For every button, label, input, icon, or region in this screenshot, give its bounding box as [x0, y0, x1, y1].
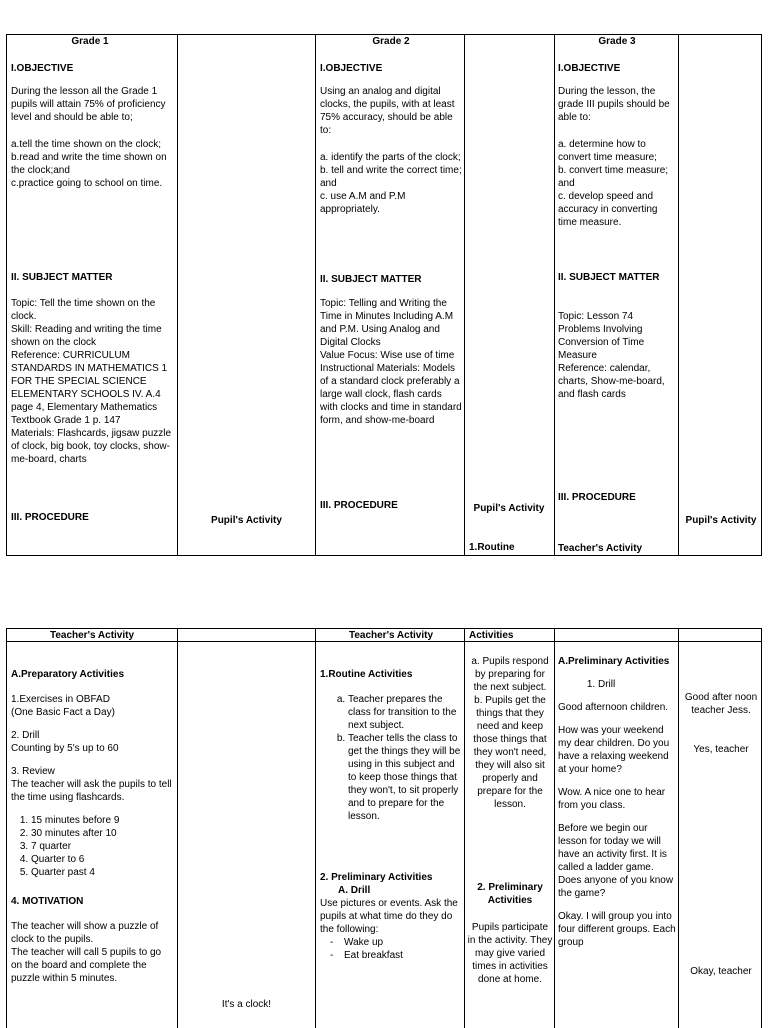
- drill-instructions: Use pictures or events. Ask the pupils at what time do they do the following:: [320, 898, 458, 935]
- column-divider: [678, 629, 679, 1028]
- drill-item: - Eat breakfast: [344, 949, 462, 962]
- column-divider: [315, 35, 316, 555]
- review-item: 2. 30 minutes after 10: [31, 827, 173, 840]
- grade1-subject-text: Topic: Tell the time shown on the clock. Skill: Reading and writing the time shown on the clock Reference: CURRICULUM STANDARDS IN MATHEMATICS 1 FOR THE SPECIAL SCIENCE ELEMENTARY SCHOOLS IV. A.4 page 4, Elementary Mathematics Textbook Grade 1 p. 147 Materials: Flashcards, jigsaw puzzle of clock, big book, toy clocks, show-me-board, charts: [11, 298, 172, 465]
- routine-item: a. Teacher prepares the class for transition to the next subject.: [348, 693, 462, 732]
- grade1-pupil-activity: Pupil's Activity: [211, 515, 282, 526]
- drill-list-g3: [558, 678, 676, 691]
- grade2-objective-intro: Using an analog and digital clocks, the pupils, with at least 75% accuracy, should be able to:: [320, 86, 455, 136]
- teacher-activity-header: Teacher's Activity: [49, 630, 135, 641]
- grade1-objective-items: a.tell the time shown on the clock; b.read and write the time shown on the clock;and c.practice going to school on time.: [11, 139, 167, 189]
- grade2-objective-heading: I.OBJECTIVE: [320, 63, 383, 74]
- grade3-column: [558, 35, 676, 239]
- activities-header: Activities: [469, 630, 514, 641]
- teacher-activity-col3: [320, 629, 462, 962]
- grade3-teacher-activity: Teacher's Activity: [558, 543, 643, 554]
- grade3-subject-heading: II. SUBJECT MATTER: [558, 272, 660, 283]
- greeting-text: Good afternoon children.: [558, 702, 669, 713]
- grade1-column: [11, 35, 169, 200]
- grade3-objective-intro: During the lesson, the grade III pupils should be able to:: [558, 86, 670, 123]
- grade1-procedure-heading: III. PROCEDURE: [11, 512, 89, 523]
- grade3-procedure-heading: III. PROCEDURE: [558, 492, 636, 503]
- column-divider: [554, 35, 555, 555]
- teacher-activity-col1: [11, 629, 173, 985]
- drill-heading: A. Drill: [338, 885, 371, 896]
- column-divider: [554, 629, 555, 1028]
- routine-heading: 1.Routine Activities: [320, 669, 413, 680]
- review-item: 4. Quarter to 6: [31, 853, 173, 866]
- routine-list: [320, 693, 462, 823]
- grade1-subject-heading: II. SUBJECT MATTER: [11, 272, 113, 283]
- grade2-procedure-heading: III. PROCEDURE: [320, 500, 398, 511]
- pupil-answer: It's a clock!: [221, 999, 272, 1010]
- lesson-table-top: [6, 34, 762, 556]
- yes-reply: Yes, teacher: [693, 744, 749, 755]
- prelim-heading-pupil: 2. Preliminary Activities: [477, 882, 543, 906]
- drill-item: - Wake up: [344, 936, 462, 949]
- teacher-activity-col5: [558, 655, 676, 949]
- prelim-heading-g3: A.Preliminary Activities: [558, 656, 670, 667]
- grade2-column: [320, 35, 462, 226]
- column-divider: [464, 629, 465, 1028]
- prelim-heading: 2. Preliminary Activities: [320, 872, 433, 883]
- prelim-response: Pupils participate in the activity. They may give varied times in activities done at home.: [467, 922, 553, 985]
- review-item: 1. 15 minutes before 9: [31, 814, 173, 827]
- wow-text: Wow. A nice one to hear from you class.: [558, 787, 666, 811]
- grade3-header: Grade 3: [598, 36, 636, 47]
- exercises-text: 1.Exercises in OBFAD (One Basic Fact a Day): [11, 694, 115, 718]
- grade2-pupil-activity: Pupil's Activity: [473, 503, 545, 514]
- column-divider: [177, 629, 178, 1028]
- grade3-subject-text: Topic: Lesson 74 Problems Involving Conversion of Time Measure Reference: calendar, charts, Show-me-board, and flash cards: [558, 311, 665, 400]
- okay-reply: Okay, teacher: [690, 966, 752, 977]
- grade2-routine: 1.Routine: [469, 542, 515, 553]
- drill-item-g3: 1. Drill: [598, 678, 676, 691]
- motivation-text: The teacher will show a puzzle of clock to the pupils. The teacher will call 5 pupils to go on the board and complete the puzzle within 5 minutes.: [11, 921, 162, 984]
- grade2-subject-text: Topic: Telling and Writing the Time in Minutes Including A.M and P.M. Using Analog and Digital Clocks Value Focus: Wise use of time Instructional Materials: Models of a standard clock preferably a large wall clock, flash cards with clocks and time in standard form, and show-me-board: [320, 298, 462, 426]
- grade2-subject-heading: II. SUBJECT MATTER: [320, 274, 422, 285]
- before-text: Before we begin our lesson for today we will have an activity first. It is called a ladder game. Does anyone of you know the game?: [558, 823, 674, 899]
- column-divider: [315, 629, 316, 1028]
- drill-text: 2. Drill Counting by 5's up to 60: [11, 730, 119, 754]
- preparatory-heading: A.Preparatory Activities: [11, 669, 125, 680]
- grade2-objective-items: a. identify the parts of the clock; b. tell and write the correct time; and c. use A.M and P.M appropriately.: [320, 152, 462, 215]
- review-list: [11, 814, 173, 879]
- review-item: 3. 7 quarter: [31, 840, 173, 853]
- weekend-text: How was your weekend my dear children. Do you have a relaxing weekend at your home?: [558, 725, 670, 775]
- lesson-table-bottom: [6, 628, 762, 1028]
- review-item: 5. Quarter past 4: [31, 866, 173, 879]
- grade3-pupil-activity: Pupil's Activity: [685, 515, 757, 526]
- column-divider: [177, 35, 178, 555]
- routine-item: b. Teacher tells the class to get the things they will be using in this subject and to keep those things that they won't, to sit properly and to prepare for the lesson.: [348, 732, 462, 823]
- routine-response: a. Pupils respond by preparing for the next subject. b. Pupils get the things that they need and keep those things that they won't need, they will also sit properly and prepare for the lesson.: [471, 656, 549, 810]
- okay-text: Okay. I will group you into four different groups. Each group: [558, 911, 676, 948]
- column-divider: [464, 35, 465, 555]
- grade3-objective-heading: I.OBJECTIVE: [558, 63, 621, 74]
- drill-list: [320, 936, 462, 962]
- column-divider: [678, 35, 679, 555]
- review-text: 3. Review The teacher will ask the pupils to tell the time using flashcards.: [11, 766, 172, 803]
- grade1-objective-intro: During the lesson all the Grade 1 pupils will attain 75% of proficiency level and should be able to;: [11, 86, 166, 123]
- teacher-activity-header-2: Teacher's Activity: [348, 630, 434, 641]
- grade1-objective-heading: I.OBJECTIVE: [11, 63, 74, 74]
- motivation-heading: 4. MOTIVATION: [11, 896, 84, 907]
- grade2-header: Grade 2: [372, 36, 410, 47]
- grade1-header: Grade 1: [71, 36, 109, 47]
- grade3-objective-items: a. determine how to convert time measure; b. convert time measure; and c. develop speed and accuracy in converting time measure.: [558, 139, 669, 228]
- greeting-reply: Good after noon teacher Jess.: [684, 692, 758, 716]
